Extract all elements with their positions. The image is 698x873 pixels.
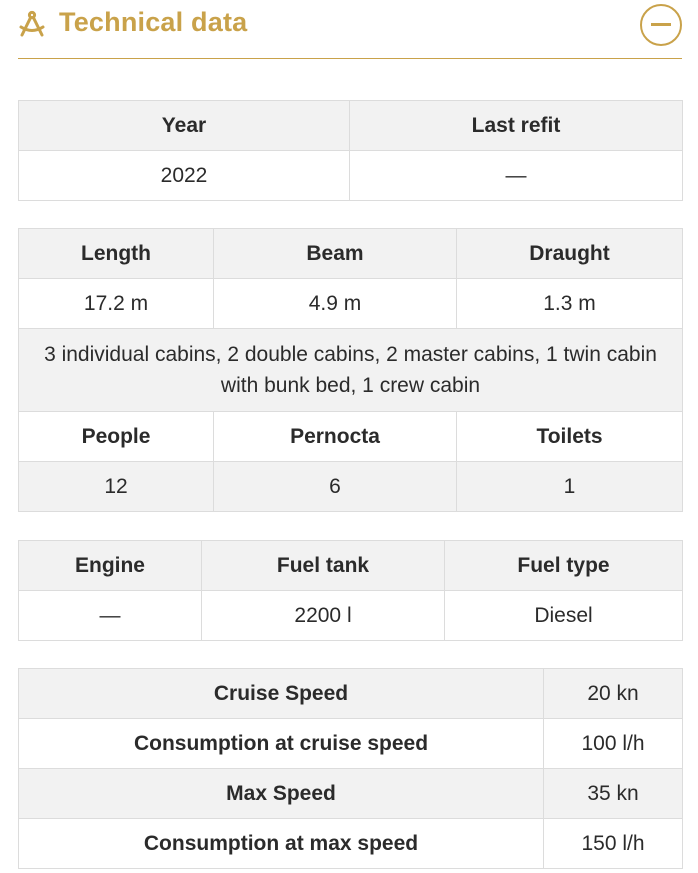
year-header: Year	[19, 101, 350, 151]
fuel-tank-header: Fuel tank	[202, 541, 445, 591]
cabins-description: 3 individual cabins, 2 double cabins, 2 master cabins, 1 twin cabin with bunk bed, 1 crew cabin	[19, 329, 683, 412]
people-header: People	[19, 412, 214, 462]
section-header	[18, 0, 682, 59]
cruise-speed-label: Cruise Speed	[19, 669, 544, 719]
last-refit-value: —	[350, 151, 683, 201]
engine-header: Engine	[19, 541, 202, 591]
drafting-compass-icon	[18, 10, 46, 38]
max-speed-value: 35 kn	[544, 769, 683, 819]
performance-table	[18, 668, 683, 869]
toilets-value: 1	[457, 462, 683, 512]
people-value: 12	[19, 462, 214, 512]
section-title: Technical data	[59, 7, 248, 37]
collapse-button[interactable]	[640, 4, 682, 46]
year-value: 2022	[19, 151, 350, 201]
cruise-consumption-label: Consumption at cruise speed	[19, 719, 544, 769]
length-value: 17.2 m	[19, 279, 214, 329]
beam-header: Beam	[214, 229, 457, 279]
table-row	[19, 819, 683, 869]
cruise-speed-value: 20 kn	[544, 669, 683, 719]
fuel-type-header: Fuel type	[445, 541, 683, 591]
table-row	[19, 769, 683, 819]
draught-header: Draught	[457, 229, 683, 279]
engine-table	[18, 540, 683, 641]
max-consumption-label: Consumption at max speed	[19, 819, 544, 869]
beam-value: 4.9 m	[214, 279, 457, 329]
engine-value: —	[19, 591, 202, 641]
max-consumption-value: 150 l/h	[544, 819, 683, 869]
build-table	[18, 100, 683, 201]
fuel-tank-value: 2200 l	[202, 591, 445, 641]
fuel-type-value: Diesel	[445, 591, 683, 641]
table-row	[19, 719, 683, 769]
table-row	[19, 669, 683, 719]
max-speed-label: Max Speed	[19, 769, 544, 819]
length-header: Length	[19, 229, 214, 279]
last-refit-header: Last refit	[350, 101, 683, 151]
cruise-consumption-value: 100 l/h	[544, 719, 683, 769]
toilets-header: Toilets	[457, 412, 683, 462]
dimensions-table	[18, 228, 683, 512]
pernocta-value: 6	[214, 462, 457, 512]
pernocta-header: Pernocta	[214, 412, 457, 462]
draught-value: 1.3 m	[457, 279, 683, 329]
